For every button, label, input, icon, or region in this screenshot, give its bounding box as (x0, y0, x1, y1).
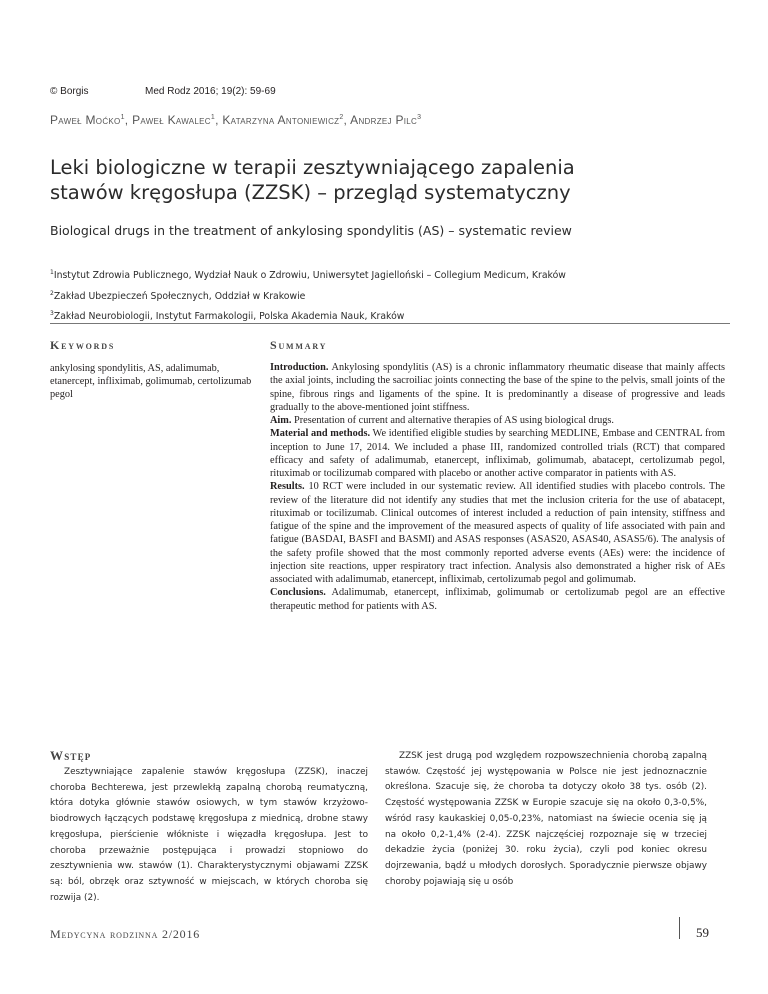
footer-journal: Medycyna rodzinna 2/2016 (50, 927, 201, 941)
summary-body (270, 361, 725, 613)
keywords-text: ankylosing spondylitis, AS, adalimumab, etanercept, infliximab, golimumab, certolizumab pegol (50, 363, 252, 401)
summary-results: Results. 10 RCT were included in our systematic review. All identified studies with placebo controls. The review of the literature did not identify any studies that met the inclusion criteria for the use of abatacept, rituximab or tocilizumab. Clinical outcomes of interest included a reduction of pain intensity, stiffness and fatigue of the spine and the improvement of the measured aspects of quality of life associated with pain and fatigue (BASDAI, BASFI and BASMI) and ASAS responses (ASAS20, ASAS40, ASAS5/6). The analysis of the safety profile showed that the most commonly reported adverse events (AEs) were: the incidence of injection site reactions, upper respiratory tract infection. Analysis also demonstrated a higher risk of AEs associated with adalimumab, etanercept, infliximab, certolizumab pegol and golimumab. (270, 481, 725, 585)
summary-aim: Aim. Presentation of current and alternative therapies of AS using biological drugs. (270, 415, 615, 426)
author: Katarzyna Antoniewicz (222, 113, 340, 127)
paragraph: Zesztywniające zapalenie stawów kręgosłupa (ZZSK), inaczej choroba Bechterewa, jest przewlekłą zapalną chorobą reumatyczną, która dotyka głównie stawów osiowych, w tym stawów krzyżowo-biodrowych łączących podstawę kręgosłupa z miednicą, drobne stawy kręgosłupa, pierścienie włókniste i więzadła kręgosłupa. Jest to choroba przeważnie postępująca i prowadzi stopniowo do zesztywnienia ww. stawów (1). Charakterystycznymi objawami ZZSK są: ból, obrzęk oraz sztywność w miejscach, w których choroba się rozwija (2). (50, 767, 368, 903)
article-title: Leki biologiczne w terapii zesztywniającego zapalenia stawów kręgosłupa (ZZSK) – przegląd systematyczny (50, 156, 575, 204)
paragraph: ZZSK jest drugą pod względem rozpowszechnienia chorobą zapalną stawów. Częstość jej występowania w Polsce nie jest jednoznacznie określona. Szacuje się, że choroba ta dotyczy około 38 tys. osób (2). Częstość występowania ZZSK w Europie szacuje się na około 0,3-0,5%, wśród rasy kaukaskiej 0,05-0,23%, natomiast na świecie ocenia się ją na około 0,2-1,4% (2-4). ZZSK najczęściej rozpoznaje się w trzeciej dekadzie życia (poniżej 30. roku życia), czyli pod koniec okresu dojrzewania, bądź u młodych dorosłych. Sporadycznie pierwsze objawy choroby pojawiają się u osób (385, 751, 707, 887)
section-heading: Wstęp (50, 748, 92, 763)
summary-heading: Summary (270, 338, 328, 352)
author-list: Paweł Moćko$^1$, Paweł Kawalec$^1$, Katarzyna Antoniewicz$^2$, Andrzej Pilc$^3$ (50, 113, 422, 127)
author: Andrzej Pilc (350, 113, 418, 127)
english-title: Biological drugs in the treatment of ankylosing spondylitis (AS) – systematic review (50, 223, 572, 238)
page-number: 59 (696, 925, 709, 940)
page-number-divider (679, 917, 680, 939)
summary-introduction: Introduction. Ankylosing spondylitis (AS) is a chronic inflammatory rheumatic disease that mainly affects the axial joints, including the sacroiliac joints connecting the base of the spine to the pelvis, small joints of the spine, fibrous rings and ligaments of the spine. It is predominantly a disease of progressive and leads gradually to the above-mentioned joint stiffness. (270, 362, 725, 413)
affiliation: $^2$Zakład Ubezpieczeń Społecznych, Oddział w Krakowie (50, 289, 306, 302)
affiliation: $^1$Instytut Zdrowia Publicznego, Wydział Nauk o Zdrowiu, Uniwersytet Jagielloński – Collegium Medicum, Kraków (50, 269, 566, 282)
keywords-heading: Keywords (50, 338, 116, 352)
affiliations (50, 264, 566, 326)
copyright: © Borgis (50, 86, 89, 97)
body-column-left (50, 765, 368, 906)
summary-methods: Material and methods. We identified eligible studies by searching MEDLINE, Embase and CENTRAL from inception to June 17, 2014. We included a phase III, randomized controlled trials (RCT) that compared efficacy and safety of adalimumab, etanercept, infliximab, golimumab, abatacept, certolizumab pegol, rituximab or tocilizumab compared with placebo or another active comparator in patients with AS. (270, 428, 725, 479)
divider (50, 323, 730, 324)
author: Paweł Kawalec (132, 113, 211, 127)
journal-citation: Med Rodz 2016; 19(2): 59-69 (145, 86, 276, 97)
summary-conclusions: Conclusions. Adalimumab, etanercept, infliximab, golimumab or certolizumab pegol are an effective therapeutic method for patients with AS. (270, 587, 725, 612)
author: Paweł Moćko (50, 113, 121, 127)
header-line (50, 86, 276, 97)
body-column-right (385, 749, 707, 890)
affiliation: $^3$Zakład Neurobiologii, Instytut Farmakologii, Polska Akademia Nauk, Kraków (50, 310, 405, 323)
